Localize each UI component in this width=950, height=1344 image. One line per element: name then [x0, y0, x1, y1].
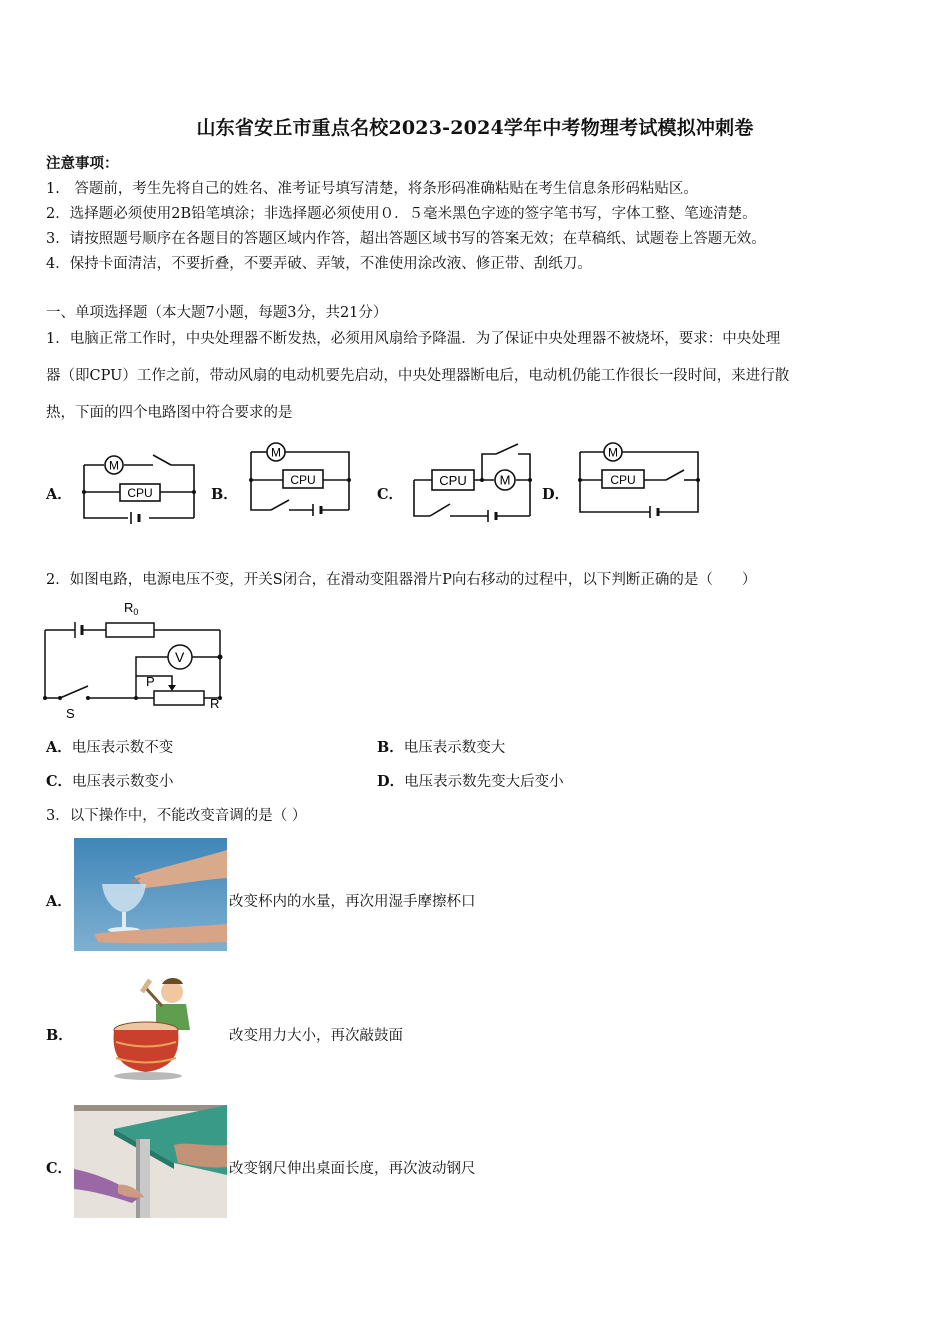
q1-stem-line-1: 1．电脑正常工作时，中央处理器不断发热，必须用风扇给予降温．为了保证中央处理器不被烧坏，要求：中央处理 — [46, 331, 781, 347]
motor-label: M — [608, 445, 618, 460]
notice-heading: 注意事项： — [46, 155, 119, 172]
q1-stem-line-3: 热，下面的四个电路图中符合要求的是 — [46, 405, 293, 421]
q1-option-a: A． — [46, 486, 72, 503]
r0-label: $R_0$ — [124, 600, 139, 617]
cpu-label: CPU — [439, 473, 467, 488]
circuit-diagram-c — [408, 438, 538, 524]
q3-option-b-text: 改变用力大小，再次敲鼓面 — [229, 1028, 403, 1044]
q2-option-d: D．电压表示数先变大后变小 — [377, 773, 564, 790]
q3-option-b-letter: B． — [46, 1027, 73, 1044]
q1-option-c: C． — [377, 486, 404, 503]
rheostat-r-label: R — [210, 696, 220, 711]
q3-option-c-letter: C． — [46, 1160, 73, 1177]
cpu-label: CPU — [127, 486, 153, 500]
motor-label: M — [109, 458, 119, 473]
q2-option-b: B．电压表示数变大 — [377, 739, 506, 756]
q2-circuit-diagram — [40, 596, 240, 724]
q3-stem: 3．以下操作中，不能改变音调的是（ ） — [46, 808, 307, 824]
motor-label: M — [271, 445, 281, 460]
circuit-diagram-d — [574, 436, 704, 522]
slider-p-label: P — [146, 674, 155, 689]
q3-option-a-text: 改变杯内的水量，再次用湿手摩擦杯口 — [229, 894, 476, 910]
cpu-label: CPU — [610, 473, 636, 487]
drum-boy-picture — [106, 972, 196, 1082]
notice-item-1: 1. 答题前，考生先将自己的姓名、准考证号填写清楚，将条形码准确粘贴在考生信息条形码粘贴区。 — [46, 181, 698, 197]
q2-option-c: C．电压表示数变小 — [46, 773, 174, 790]
page-title: 山东省安丘市重点名校2023-2024学年中考物理考试模拟冲刺卷 — [196, 117, 754, 139]
notice-item-4: 4．保持卡面清洁，不要折叠，不要弄破、弄皱，不准使用涂改液、修正带、刮纸刀。 — [46, 256, 592, 272]
q2-option-a: A．电压表示数不变 — [46, 739, 174, 756]
wine-glass-photo — [74, 838, 227, 951]
q1-stem-line-2: 器（即CPU）工作之前，带动风扇的电动机要先启动，中央处理器断电后，电动机仍能工作很长一段时间，来进行散 — [46, 368, 790, 384]
q1-option-d: D． — [542, 486, 570, 503]
notice-item-3: 3．请按照题号顺序在各题目的答题区域内作答，超出答题区域书写的答案无效；在草稿纸、试题卷上答题无效。 — [46, 231, 766, 247]
motor-label: M — [499, 472, 511, 488]
circuit-diagram-b — [245, 436, 357, 520]
cpu-label: CPU — [290, 473, 316, 487]
section-heading: 一、单项选择题（本大题7小题，每题3分，共21分） — [46, 305, 388, 321]
steel-ruler-photo — [74, 1105, 227, 1218]
q3-option-a-letter: A． — [46, 893, 72, 910]
voltmeter-label: V — [175, 649, 185, 665]
notice-item-2: 2．选择题必须使用2B铅笔填涂；非选择题必须使用０．５毫米黑色字迹的签字笔书写，字体工整、笔迹清楚。 — [46, 206, 757, 222]
switch-s-label: S — [66, 706, 75, 721]
q3-option-c-text: 改变钢尺伸出桌面长度，再次波动钢尺 — [229, 1161, 476, 1177]
circuit-diagram-a — [78, 446, 204, 526]
q2-stem: 2．如图电路，电源电压不变，开关S闭合，在滑动变阻器滑片P向右移动的过程中，以下判断正确的是（ ） — [46, 572, 757, 588]
q1-option-b: B． — [211, 486, 238, 503]
